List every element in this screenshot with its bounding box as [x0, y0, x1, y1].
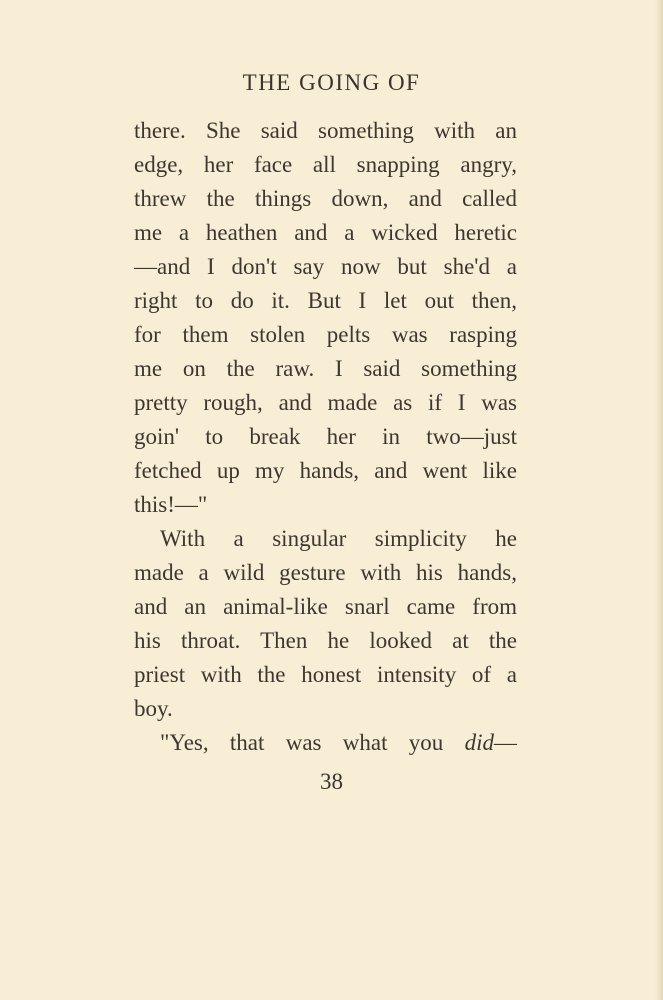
- text-line: for them stolen pelts was rasping: [134, 322, 517, 347]
- text-line: edge, her face all snapping angry,: [134, 152, 517, 177]
- body-text: [134, 114, 517, 760]
- text-line: [134, 726, 517, 760]
- running-head: THE GOING OF: [242, 70, 421, 95]
- text-line: —and I don't say now but she'd a: [134, 254, 517, 279]
- text-line: fetched up my hands, and went like: [134, 458, 517, 483]
- text-line: goin' to break her in two—just: [134, 424, 517, 449]
- text-run: —: [494, 730, 517, 755]
- page-number: 38: [320, 769, 343, 794]
- text-line: there. She said something with an: [134, 118, 517, 143]
- text-line: threw the things down, and called: [134, 186, 517, 211]
- text-line: pretty rough, and made as if I was: [134, 390, 517, 415]
- text-run: "Yes, that was what you: [160, 730, 465, 755]
- text-line: boy.: [134, 696, 173, 721]
- text-line: priest with the honest intensity of a: [134, 662, 517, 687]
- text-line: his throat. Then he looked at the: [134, 628, 517, 653]
- text-line: right to do it. But I let out then,: [134, 288, 517, 313]
- text-line: With a singular simplicity he: [160, 526, 517, 551]
- text-line: and an animal-like snarl came from: [134, 594, 517, 619]
- page-edge-shadow: [655, 0, 663, 1000]
- italic-text-run: did: [464, 730, 494, 755]
- text-line: me a heathen and a wicked heretic: [134, 220, 517, 245]
- text-line: made a wild gesture with his hands,: [134, 560, 517, 585]
- text-line: this!—": [134, 492, 208, 517]
- text-line: me on the raw. I said something: [134, 356, 517, 381]
